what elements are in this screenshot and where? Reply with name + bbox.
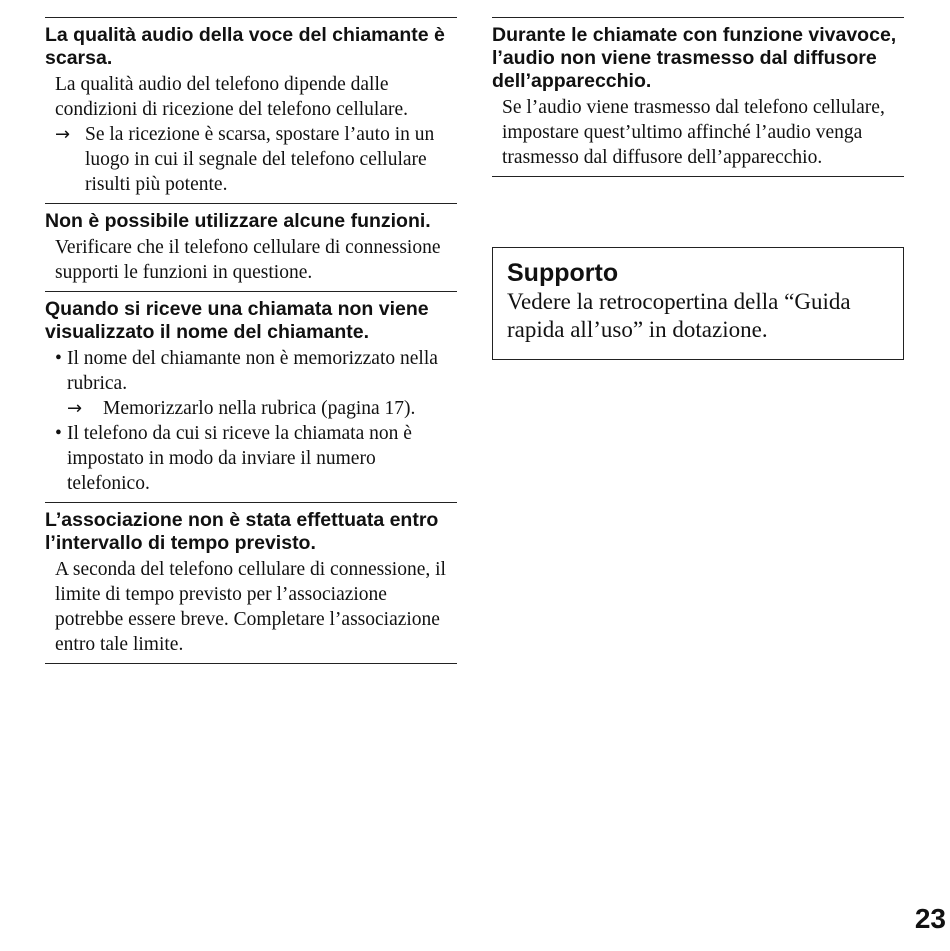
section-heading: Quando si riceve una chiamata non viene visualizzato il nome del chiamante. [45, 298, 429, 343]
support-box [492, 247, 904, 360]
bullet-item [55, 346, 457, 396]
section-body: Verificare che il telefono cellulare di connessione supporti le funzioni in questione. [55, 237, 441, 283]
troubleshoot-section-functions [45, 203, 457, 285]
remedy-line [67, 396, 457, 421]
arrow-icon: → [67, 398, 83, 419]
troubleshoot-section-caller-name [45, 291, 457, 496]
remedy-text: Memorizzarlo nella rubrica (pagina 17). [103, 398, 416, 419]
right-column [492, 17, 904, 177]
remedy-text: Se la ricezione è scarsa, spostare l’auto in un luogo in cui il segnale del telefono cellulare risulti più potente. [85, 124, 435, 195]
section-heading: L’associazione non è stata effettuata entro l’intervallo di tempo previsto. [45, 509, 439, 554]
bullet-text: Il nome del chiamante non è memorizzato nella rubrica. [67, 348, 438, 394]
troubleshoot-section-audio-quality [45, 17, 457, 197]
troubleshoot-section-pairing [45, 502, 457, 664]
section-heading: Non è possibile utilizzare alcune funzioni. [45, 210, 431, 232]
support-title: Supporto [507, 259, 619, 287]
bullet-icon: • [55, 423, 62, 444]
bullet-text: Il telefono da cui si riceve la chiamata non è impostato in modo da inviare il numero telefonico. [67, 423, 412, 494]
page-number: 23 [914, 903, 946, 934]
section-body: Se l’audio viene trasmesso dal telefono cellulare, impostare quest’ultimo affinché l’audio venga trasmesso dal diffusore dell’apparecchio. [502, 97, 885, 168]
section-body: A seconda del telefono cellulare di connessione, il limite di tempo previsto per l’associazione potrebbe essere breve. Completare l’associazione entro tale limite. [55, 559, 446, 655]
remedy-line [55, 122, 457, 197]
troubleshoot-section-speaker-audio [492, 17, 904, 177]
bullet-item [55, 421, 457, 496]
bullet-icon: • [55, 348, 62, 369]
support-text: Vedere la retrocopertina della “Guida rapida all’uso” in dotazione. [507, 289, 851, 342]
section-heading: La qualità audio della voce del chiamante è scarsa. [45, 24, 445, 69]
section-heading: Durante le chiamate con funzione vivavoce, l’audio non viene trasmesso dal diffusore dell’apparecchio. [492, 24, 897, 92]
left-column [45, 17, 457, 664]
section-body: La qualità audio del telefono dipende dalle condizioni di ricezione del telefono cellulare. [55, 74, 409, 120]
arrow-icon: → [55, 124, 71, 145]
